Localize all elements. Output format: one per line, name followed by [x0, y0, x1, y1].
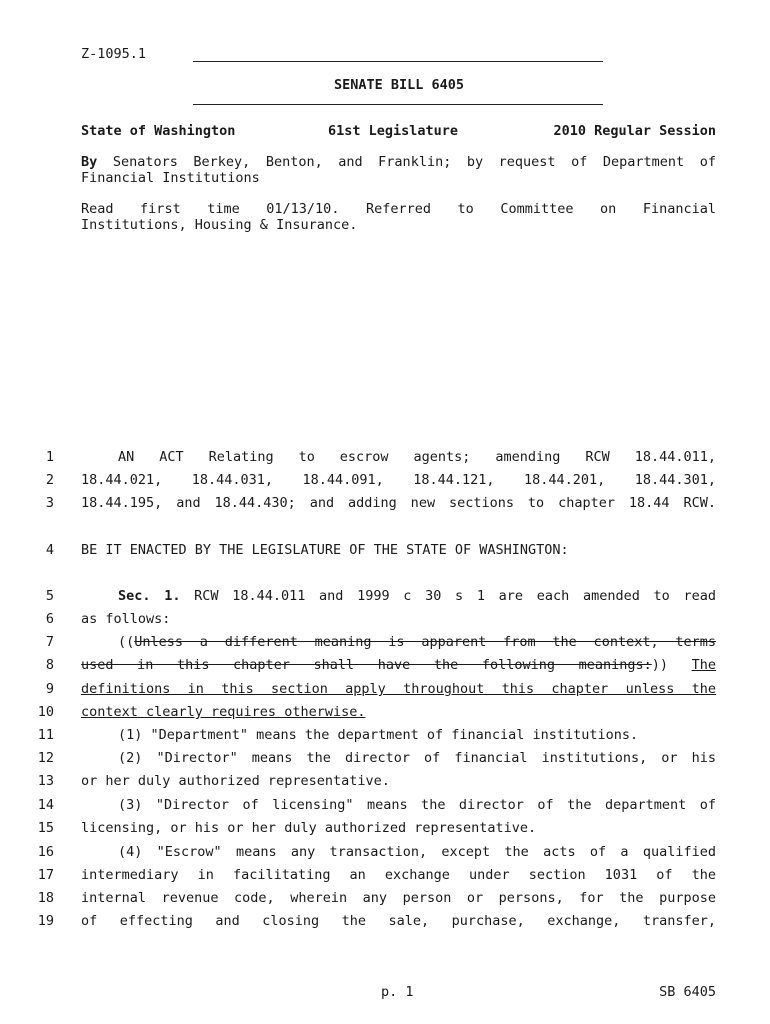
- document-id: Z-1095.1: [81, 46, 147, 62]
- body-text: RCW 18.44.011 and 1999 c 30 s 1 are each amended to read: [194, 588, 716, 604]
- bill-title: SENATE BILL 6405: [333, 77, 465, 93]
- header-rule-top: [193, 61, 603, 62]
- sponsors-line-1: [81, 154, 716, 170]
- line-number: 8: [45, 657, 54, 673]
- body-line-6: as follows:: [81, 611, 171, 627]
- body-line-19: of effecting and closing the sale, purchase, exchange, transfer,: [81, 913, 716, 929]
- section-heading: Sec. 1.: [118, 588, 181, 604]
- body-line-14: [81, 797, 716, 813]
- line-number: 2: [45, 472, 54, 488]
- line-number: 18: [37, 890, 54, 906]
- body-line-12: [81, 750, 716, 766]
- reading-line-1: Read first time 01/13/10. Referred to Committee on Financial: [81, 201, 716, 217]
- sponsors-by: By: [81, 154, 98, 170]
- body-line-8: [81, 657, 716, 673]
- body-line-18: internal revenue code, wherein any person or persons, for the purpose: [81, 890, 716, 906]
- body-line-11: [81, 727, 638, 743]
- line-number: 14: [37, 797, 54, 813]
- line-number: 19: [37, 913, 54, 929]
- deletion-close: )): [651, 657, 668, 673]
- legislature-label: 61st Legislature: [328, 123, 459, 139]
- enacting-clause: BE IT ENACTED BY THE LEGISLATURE OF THE STATE OF WASHINGTON:: [81, 542, 569, 558]
- body-text: (2) "Director" means the director of financial institutions, or his: [118, 750, 716, 766]
- deletion-open: ((: [118, 634, 135, 650]
- line-number: 7: [45, 634, 54, 650]
- line-number: 9: [45, 681, 54, 697]
- line-number: 10: [37, 704, 54, 720]
- header-rule-bottom: [193, 104, 603, 105]
- body-text: (4) "Escrow" means any transaction, except the acts of a qualified: [118, 844, 716, 860]
- line-number: 4: [45, 542, 54, 558]
- line-number: 15: [37, 820, 54, 836]
- line-number: 3: [45, 495, 54, 511]
- body-line-16: [81, 844, 716, 860]
- body-line-2: 18.44.021, 18.44.031, 18.44.091, 18.44.121, 18.44.201, 18.44.301,: [81, 472, 716, 488]
- page-number: p. 1: [381, 984, 414, 1000]
- state-label: State of Washington: [81, 123, 236, 139]
- inserted-text: The: [691, 657, 716, 673]
- line-number: 13: [37, 773, 54, 789]
- body-line-1: [81, 449, 716, 465]
- body-line-10: context clearly requires otherwise.: [81, 704, 366, 720]
- body-text: (1) "Department" means the department of financial institutions.: [118, 727, 639, 743]
- reading-line-2: Institutions, Housing & Insurance.: [81, 217, 358, 233]
- body-line-13: or her duly authorized representative.: [81, 773, 390, 789]
- line-number: 6: [45, 611, 54, 627]
- line-number: 5: [45, 588, 54, 604]
- struck-text: used in this chapter shall have the following meanings:: [81, 657, 652, 673]
- body-text: (3) "Director of licensing" means the director of the department of: [118, 797, 716, 813]
- line-number: 12: [37, 750, 54, 766]
- line-number: 11: [37, 727, 54, 743]
- body-line-5: [81, 588, 716, 604]
- sponsors-line-2: Financial Institutions: [81, 170, 260, 186]
- struck-text: Unless a different meaning is apparent from the context, terms: [134, 634, 716, 650]
- body-line-9: definitions in this section apply throughout this chapter unless the: [81, 681, 716, 697]
- body-line-7: [81, 634, 716, 650]
- body-line-15: licensing, or his or her duly authorized representative.: [81, 820, 537, 836]
- session-label: 2010 Regular Session: [553, 123, 716, 139]
- body-text: AN ACT Relating to escrow agents; amending RCW 18.44.011,: [118, 449, 716, 465]
- line-number: 16: [37, 844, 54, 860]
- sponsors-text-1: Senators Berkey, Benton, and Franklin; by request of Department of: [112, 154, 716, 170]
- footer-bill-id: SB 6405: [659, 984, 716, 1000]
- line-number: 17: [37, 867, 54, 883]
- line-number: 1: [45, 449, 54, 465]
- body-line-17: intermediary in facilitating an exchange under section 1031 of the: [81, 867, 716, 883]
- body-line-3: 18.44.195, and 18.44.430; and adding new sections to chapter 18.44 RCW.: [81, 495, 716, 511]
